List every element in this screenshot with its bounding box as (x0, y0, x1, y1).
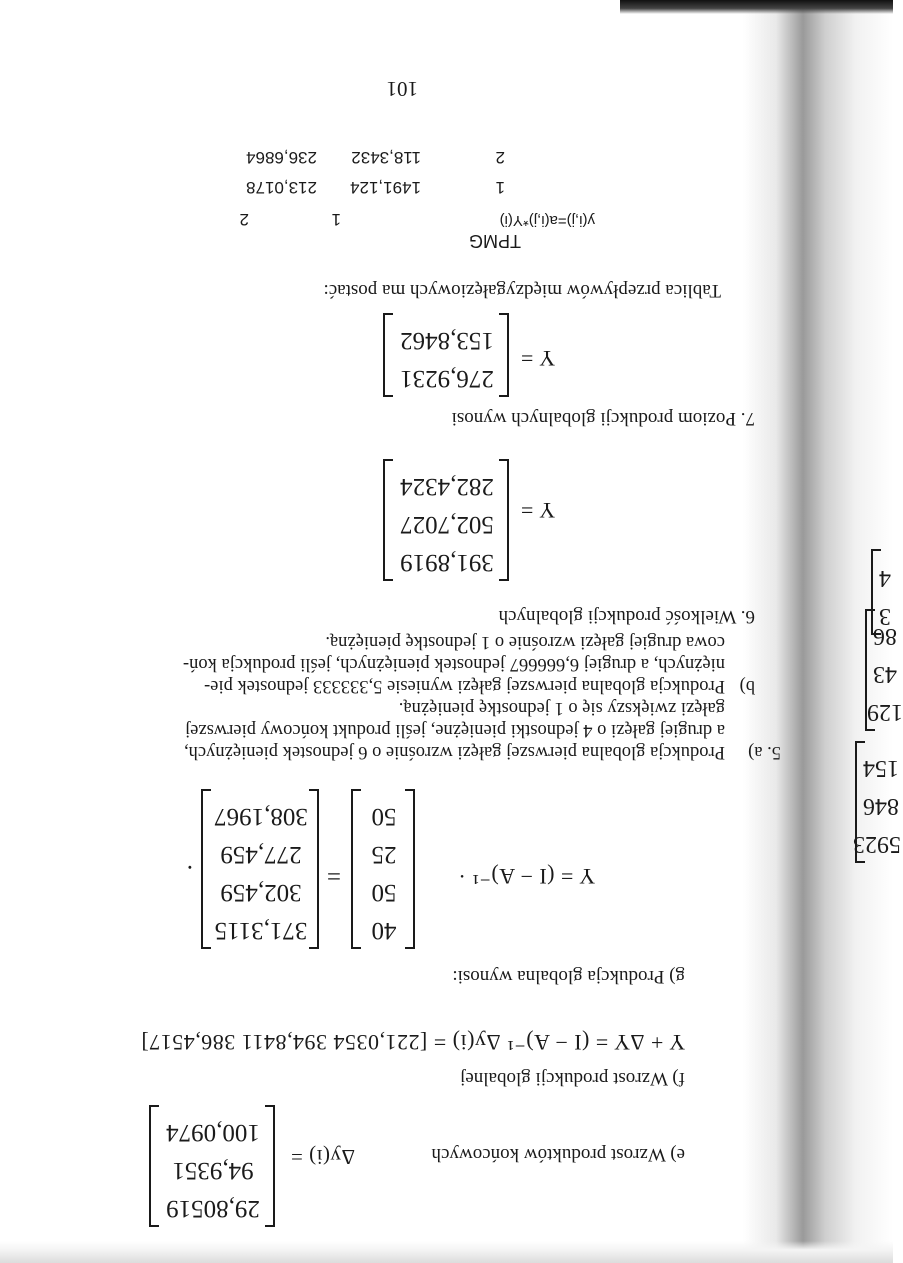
e-lhs: Δy(i) = (290, 1145, 355, 1169)
q6-bracket-right (383, 459, 393, 581)
q6-vector (393, 467, 501, 581)
q5-a-line: a drugiej gałęzi o 4 jednostki pieniężne, jeśli produkt końcowy pierwszej (185, 720, 725, 740)
fragment-number: 5923 (853, 831, 901, 857)
e-value: 29,80519 (166, 1195, 260, 1222)
q7-value: 153,8462 (400, 327, 494, 354)
e-vector (159, 1113, 267, 1227)
g-vector (361, 797, 407, 949)
g-matrix-value: 40 (371, 917, 397, 944)
fragment-number: 43 (873, 661, 897, 687)
g-matrix-value: 50 (371, 803, 397, 830)
q6-value: 502,7027 (400, 511, 494, 538)
table-col-header: 1 (331, 210, 341, 229)
q5-a-text (184, 697, 725, 763)
g-result-bracket-right (201, 789, 211, 949)
e-label: e) Wzrost produktów końcowych (431, 1144, 685, 1165)
q6-lhs: Y = (520, 498, 555, 523)
table-cell: 1491,124 (350, 178, 421, 197)
q5-b-line: Produkcja globalna pierwszej gałęzi wyniesie 5,333333 jednostek pie- (204, 676, 725, 696)
g-result-value: 308,1967 (214, 803, 308, 830)
fragment-column (853, 749, 901, 863)
fragment-number: 4 (879, 565, 891, 591)
g-result-value: 302,459 (220, 879, 302, 906)
f-label: f) Wzrost produkcji globalnej (460, 1068, 685, 1089)
e-value: 100,0974 (166, 1119, 260, 1146)
table-row-label: 1 (495, 178, 505, 197)
f-equation: Y + ΔY = (I − A)⁻¹ Δy(i) = [221,0354 394,8411 386,4517] (140, 1030, 685, 1055)
table-formula: y(i,j)=a(i,j)*Y(i) (499, 212, 595, 229)
fragment-number: 3 (879, 603, 891, 629)
q7-bracket-right (383, 313, 393, 397)
q5-b-line: cowa drugiej gałęzi wzrośnie o 1 jednostkę pieniężną. (325, 632, 725, 652)
q5-b-text (183, 631, 725, 697)
fragment-column (879, 559, 895, 635)
q7-label: 7. Poziom produkcji globalnych wynosi (451, 408, 755, 429)
fragment-number: 129 (867, 699, 903, 725)
g-result-value: 277,459 (220, 841, 302, 868)
q6-value: 391,8919 (400, 549, 494, 576)
g-lhs: Y = (I − A)⁻¹ · (457, 864, 595, 889)
table-cell: 236,6864 (246, 148, 317, 167)
q5-a-line: Produkcja globalna pierwszej gałęzi wzrośnie o 6 jednostek pieniężnych, (184, 742, 725, 762)
q5-a-line: gałęzi zwiększy się o 1 jednostkę pieniężną. (398, 698, 725, 718)
g-result-vector (211, 797, 311, 949)
q5-a-label: 5. a) (748, 742, 781, 762)
fragment-number: 154 (863, 755, 899, 781)
q6-label: 6. Wielkość produkcji globalnych (498, 606, 755, 627)
q5-b-line: niężnych, a drugiej 6,666667 jednostek pieniężnych, jeśli produkcja koń- (182, 654, 725, 674)
table-cell: 118,3432 (351, 148, 421, 167)
table-col-header: 2 (239, 210, 249, 229)
fragment-number: 86 (873, 623, 897, 649)
table-intro: Tablica przepływów międzygałęziowych ma postać: (323, 280, 721, 301)
page-number: 101 (386, 77, 418, 101)
g-matrix-value: 25 (371, 841, 397, 868)
fragment-number: 846 (863, 793, 899, 819)
table-title: TPMG (469, 231, 521, 251)
e-bracket-right (149, 1105, 159, 1227)
g-matrix-value: 50 (371, 879, 397, 906)
q5-b-label: b) (739, 676, 755, 696)
table-row-label: 2 (495, 148, 505, 167)
q7-vector (393, 321, 501, 397)
g-dot: . (186, 860, 193, 887)
q7-value: 276,9231 (400, 365, 494, 392)
g-equals: = (326, 862, 341, 889)
table-cell: 213,0178 (246, 178, 317, 197)
g-result-value: 371,3115 (214, 917, 308, 944)
q6-value: 282,4324 (400, 473, 494, 500)
q7-lhs: Y = (520, 346, 555, 371)
e-value: 94,9351 (172, 1157, 254, 1184)
g-bracket-right (351, 789, 361, 949)
g-label: g) Produkcja globalna wynosi: (452, 966, 685, 987)
